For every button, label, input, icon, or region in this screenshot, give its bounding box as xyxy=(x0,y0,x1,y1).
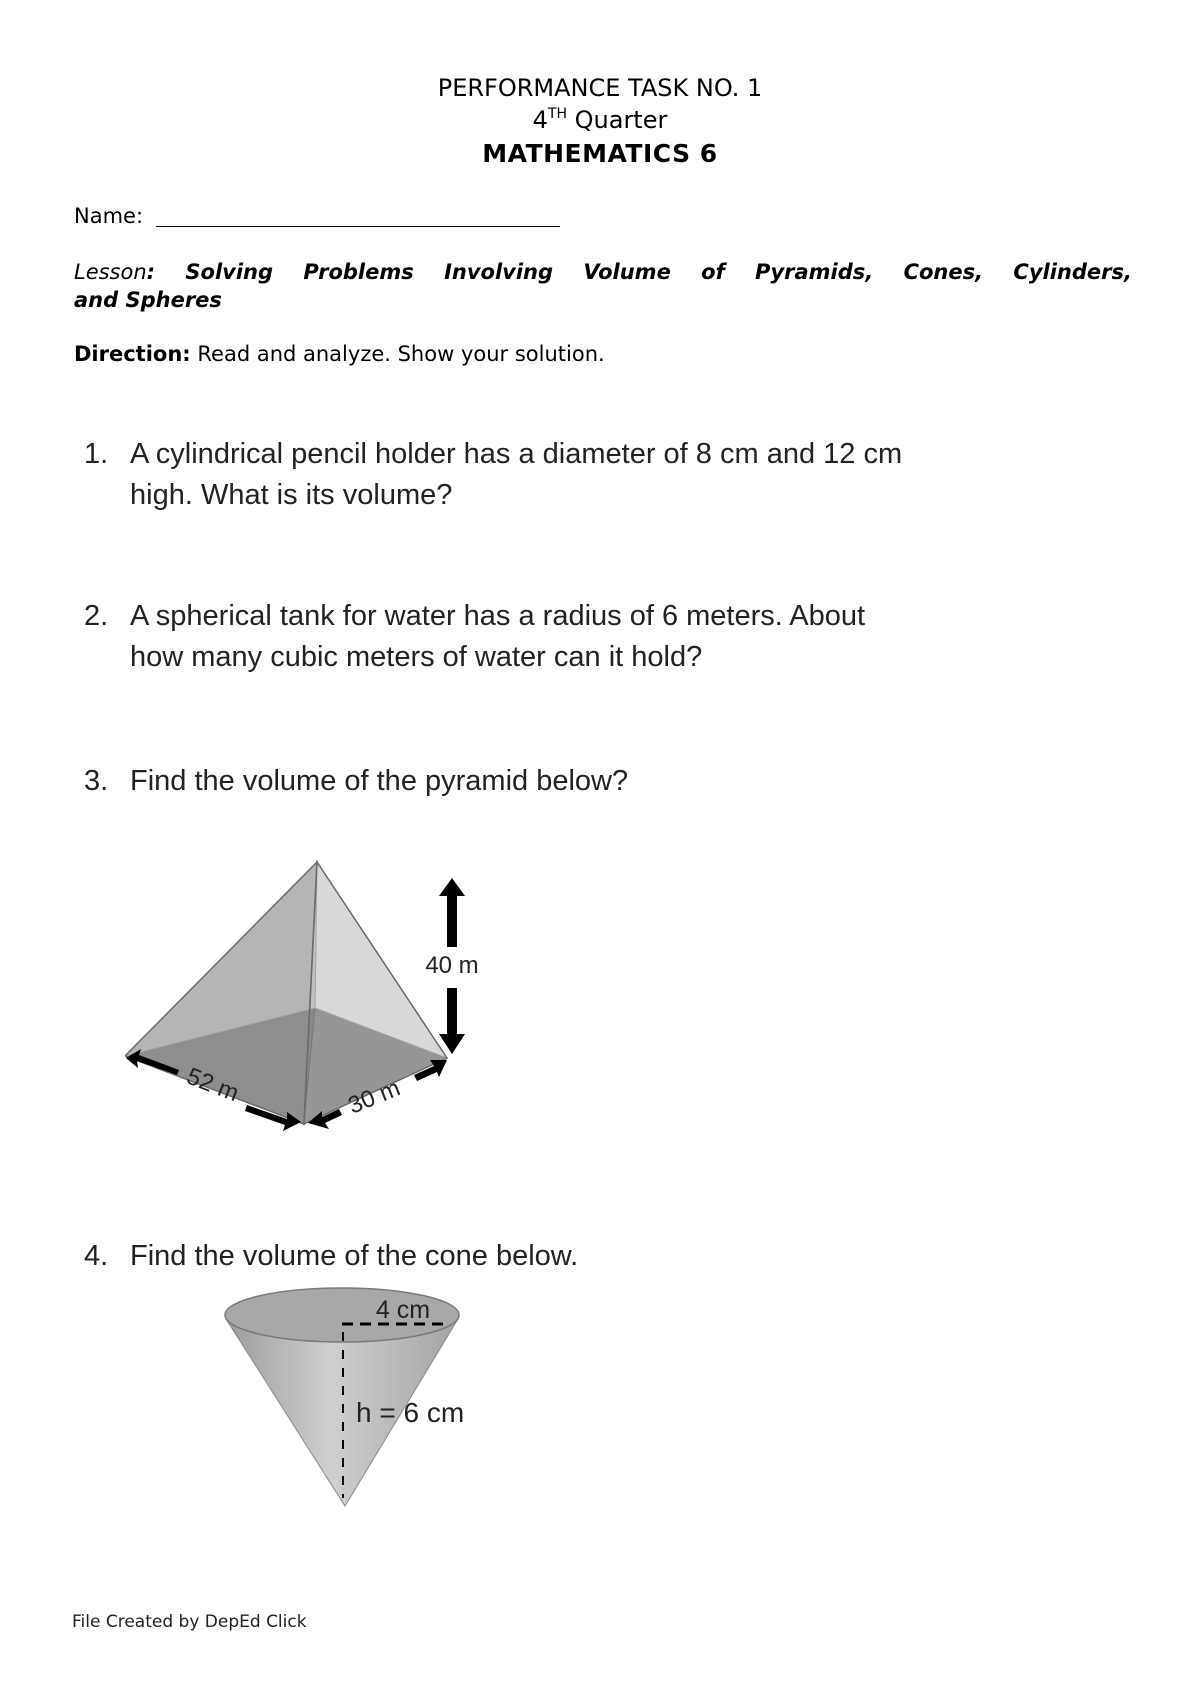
quarter-heading xyxy=(0,106,1200,134)
question-text-line: A cylindrical pencil holder has a diameter of 8 cm and 12 cm xyxy=(130,438,903,470)
cone-diagram xyxy=(218,1272,518,1512)
question-text-line: Find the volume of the pyramid below? xyxy=(130,765,629,797)
task-title: PERFORMANCE TASK NO. 1 xyxy=(437,74,763,102)
name-blank-line[interactable] xyxy=(156,226,560,227)
question-number: 4. xyxy=(84,1240,109,1272)
height-arrow-up-icon xyxy=(439,878,465,947)
question-text-line: A spherical tank for water has a radius of 6 meters. About xyxy=(130,600,866,632)
height-arrow-down-icon xyxy=(439,988,465,1054)
lesson-line-1 xyxy=(74,258,1132,286)
name-label: Name: xyxy=(74,204,150,228)
lesson-title-continued: and Spheres xyxy=(74,288,222,312)
footer-credit: File Created by DepEd Click xyxy=(72,1612,307,1632)
lesson-title: : Solving Problems Involving Volume of Pyramids, Cones, Cylinders, xyxy=(146,260,1132,284)
question-text-line: Find the volume of the cone below. xyxy=(130,1240,579,1272)
lesson-line-2 xyxy=(74,286,222,314)
pyramid-diagram xyxy=(125,840,485,1136)
subject-heading: MATHEMATICS 6 xyxy=(482,139,718,168)
lesson-label: Lesson xyxy=(74,260,147,284)
pyramid-width-label: 30 m xyxy=(344,1074,404,1120)
question-number: 1. xyxy=(84,438,109,470)
quarter-superscript: TH xyxy=(547,106,567,122)
question-text-line: how many cubic meters of water can it hold? xyxy=(130,641,703,673)
quarter-word: Quarter xyxy=(567,106,668,134)
pyramid-figure xyxy=(125,840,485,1140)
cone-height-label: h = 6 cm xyxy=(356,1397,465,1428)
direction-label: Direction: xyxy=(74,342,191,366)
question-text-line: high. What is its volume? xyxy=(130,479,453,511)
cone-radius-label: 4 cm xyxy=(375,1296,431,1324)
pyramid-length-label: 52 m xyxy=(182,1062,243,1108)
direction xyxy=(74,342,605,366)
direction-text: Read and analyze. Show your solution. xyxy=(190,342,605,366)
quarter-number: 4 xyxy=(532,106,548,134)
question-number: 3. xyxy=(84,765,109,797)
question-number: 2. xyxy=(84,600,109,632)
pyramid-height-label: 40 m xyxy=(425,952,479,979)
name-field xyxy=(74,204,560,228)
cone-figure xyxy=(218,1272,518,1516)
